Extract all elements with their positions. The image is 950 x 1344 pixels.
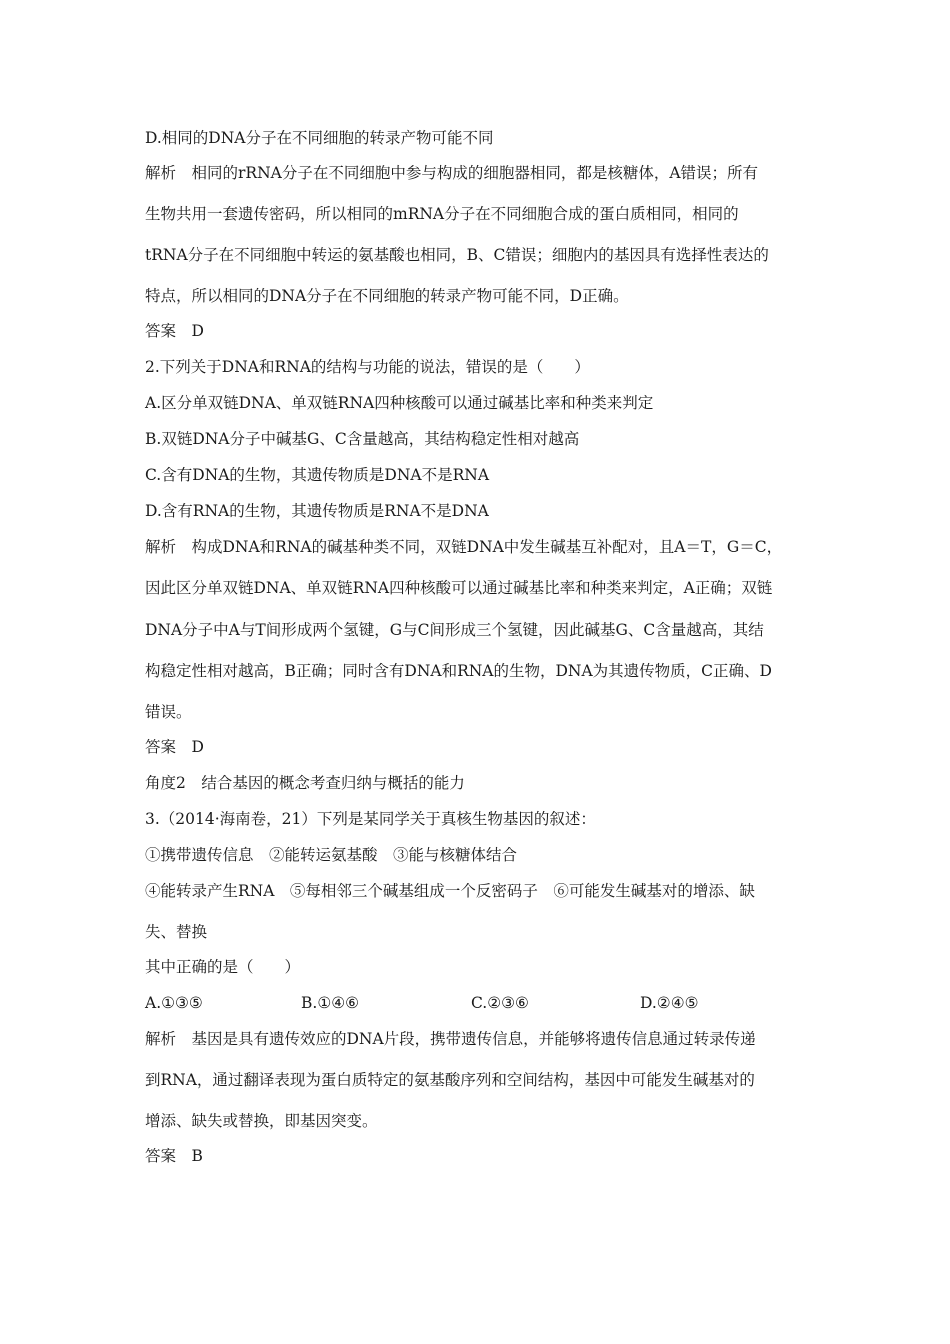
q1-answer: 答案 D [145,322,204,340]
q1-option-d: D.相同的DNA分子在不同细胞的转录产物可能不同 [145,129,494,147]
q3-answer: 答案 B [145,1147,203,1165]
q3-option-a: A.①③⑤ [145,994,203,1012]
q1-analysis-line: tRNA分子在不同细胞中转运的氨基酸也相同，B、C错误；细胞内的基因具有选择性表达的 [145,246,769,264]
q2-stem: 2.下列关于DNA和RNA的结构与功能的说法，错误的是（ ） [145,358,590,376]
q2-option-d: D.含有RNA的生物，其遗传物质是RNA不是DNA [145,502,489,520]
q2-answer: 答案 D [145,738,204,756]
q3-statement-line: ④能转录产生RNA ⑤每相邻三个碱基组成一个反密码子 ⑥可能发生碱基对的增添、缺 [145,882,755,900]
q2-option-c: C.含有DNA的生物，其遗传物质是DNA不是RNA [145,466,490,484]
q2-analysis-line: 错误。 [145,703,192,721]
q3-analysis-line: 解析 基因是具有遗传效应的DNA片段，携带遗传信息，并能够将遗传信息通过转录传递 [145,1030,756,1048]
q3-option-c: C.②③⑥ [471,994,529,1012]
section-heading: 角度2 结合基因的概念考查归纳与概括的能力 [145,774,465,792]
q2-analysis-line: DNA分子中A与T间形成两个氢键，G与C间形成三个氢键，因此碱基G、C含量越高，其结 [145,621,764,639]
q3-analysis-line: 增添、缺失或替换，即基因突变。 [145,1112,378,1130]
q3-options [145,993,815,1013]
q1-analysis-line: 特点，所以相同的DNA分子在不同细胞的转录产物可能不同，D正确。 [145,287,629,305]
q2-option-b: B.双链DNA分子中碱基G、C含量越高，其结构稳定性相对越高 [145,430,580,448]
q2-analysis-line: 解析 构成DNA和RNA的碱基种类不同，双链DNA中发生碱基互补配对，且A＝T，G＝C， [145,538,783,556]
q2-option-a: A.区分单双链DNA、单双链RNA四种核酸可以通过碱基比率和种类来判定 [145,394,654,412]
q3-statement-line: 失、替换 [145,923,208,941]
q3-stem: 3.（2014·海南卷，21）下列是某同学关于真核生物基因的叙述： [145,810,596,828]
q3-statement-line: ①携带遗传信息 ②能转运氨基酸 ③能与核糖体结合 [145,846,518,864]
q2-analysis-line: 因此区分单双链DNA、单双链RNA四种核酸可以通过碱基比率和种类来判定，A正确；双链 [145,579,773,597]
q3-analysis-line: 到RNA，通过翻译表现为蛋白质特定的氨基酸序列和空间结构，基因中可能发生碱基对的 [145,1071,755,1089]
q1-analysis-line: 解析 相同的rRNA分子在不同细胞中参与构成的细胞器相同，都是核糖体，A错误；所有 [145,164,759,182]
q3-option-b: B.①④⑥ [301,994,360,1012]
q3-question: 其中正确的是（ ） [145,958,301,976]
q1-analysis-line: 生物共用一套遗传密码，所以相同的mRNA分子在不同细胞合成的蛋白质相同，相同的 [145,205,739,223]
q3-option-d: D.②④⑤ [640,994,699,1012]
q2-analysis-line: 构稳定性相对越高，B正确；同时含有DNA和RNA的生物，DNA为其遗传物质，C正确、D [145,662,772,680]
